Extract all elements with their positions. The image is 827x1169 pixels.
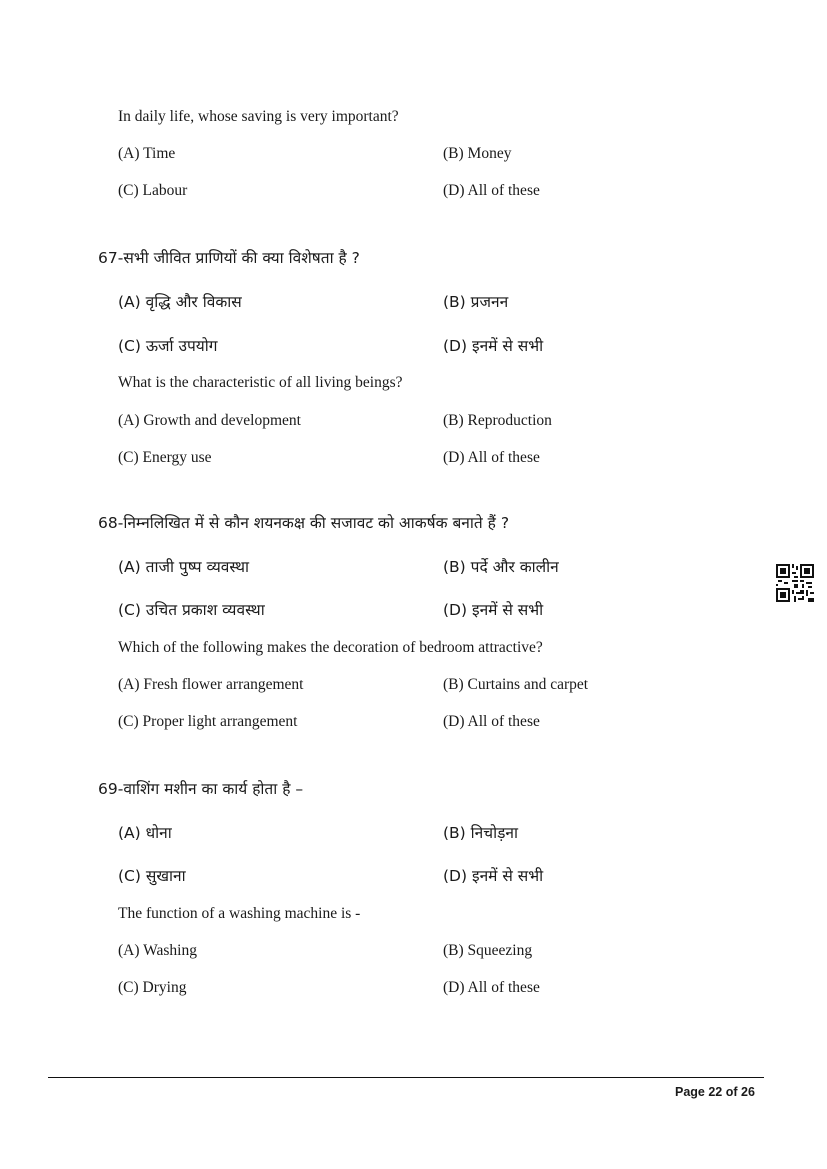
q68-question-hi: 68-निम्नलिखित में से कौन शयनकक्ष की सजावट को आकर्षक बनाते हैं ?: [98, 514, 510, 532]
q69-option-b-en: (B) Squeezing: [443, 942, 533, 959]
footer-divider: [48, 1077, 764, 1078]
q69-option-c-hi: (C) सुखाना: [118, 867, 186, 885]
q66-option-a-en: (A) Time: [118, 145, 176, 162]
q67-option-d-en: (D) All of these: [443, 449, 540, 466]
qr-code-icon: [776, 564, 814, 602]
q69-option-b-hi: (B) निचोड़ना: [443, 824, 519, 842]
q69-option-a-en: (A) Washing: [118, 942, 197, 959]
q68-option-a-hi: (A) ताजी पुष्प व्यवस्था: [118, 558, 249, 576]
q68-option-c-hi: (C) उचित प्रकाश व्यवस्था: [118, 601, 265, 619]
q69-option-c-en: (C) Drying: [118, 979, 187, 996]
q66-option-c-en: (C) Labour: [118, 182, 188, 199]
q67-option-c-hi: (C) ऊर्जा उपयोग: [118, 337, 218, 355]
q69-question-hi: 69-वाशिंग मशीन का कार्य होता है –: [98, 780, 304, 798]
q69-option-d-en: (D) All of these: [443, 979, 540, 996]
q67-option-a-hi: (A) वृद्धि और विकास: [118, 293, 242, 311]
q68-question-en: Which of the following makes the decoration of bedroom attractive?: [118, 639, 543, 656]
page-number: Page 22 of 26: [675, 1085, 755, 1099]
q67-question-hi: 67-सभी जीवित प्राणियों की क्या विशेषता है ?: [98, 249, 360, 267]
q67-option-b-hi: (B) प्रजनन: [443, 293, 509, 311]
q69-question-en: The function of a washing machine is -: [118, 905, 361, 922]
q69-option-a-hi: (A) धोना: [118, 824, 172, 842]
q67-option-a-en: (A) Growth and development: [118, 412, 301, 429]
q67-option-b-en: (B) Reproduction: [443, 412, 552, 429]
q68-option-b-en: (B) Curtains and carpet: [443, 676, 589, 693]
q69-option-d-hi: (D) इनमें से सभी: [443, 867, 544, 885]
q67-option-c-en: (C) Energy use: [118, 449, 212, 466]
q68-option-d-hi: (D) इनमें से सभी: [443, 601, 544, 619]
q68-option-d-en: (D) All of these: [443, 713, 540, 730]
q66-option-d-en: (D) All of these: [443, 182, 540, 199]
q66-question-en: In daily life, whose saving is very important?: [118, 108, 399, 125]
q68-option-a-en: (A) Fresh flower arrangement: [118, 676, 304, 693]
q67-option-d-hi: (D) इनमें से सभी: [443, 337, 544, 355]
q66-option-b-en: (B) Money: [443, 145, 512, 162]
q68-option-c-en: (C) Proper light arrangement: [118, 713, 298, 730]
q67-question-en: What is the characteristic of all living beings?: [118, 374, 403, 391]
q68-option-b-hi: (B) पर्दे और कालीन: [443, 558, 559, 576]
